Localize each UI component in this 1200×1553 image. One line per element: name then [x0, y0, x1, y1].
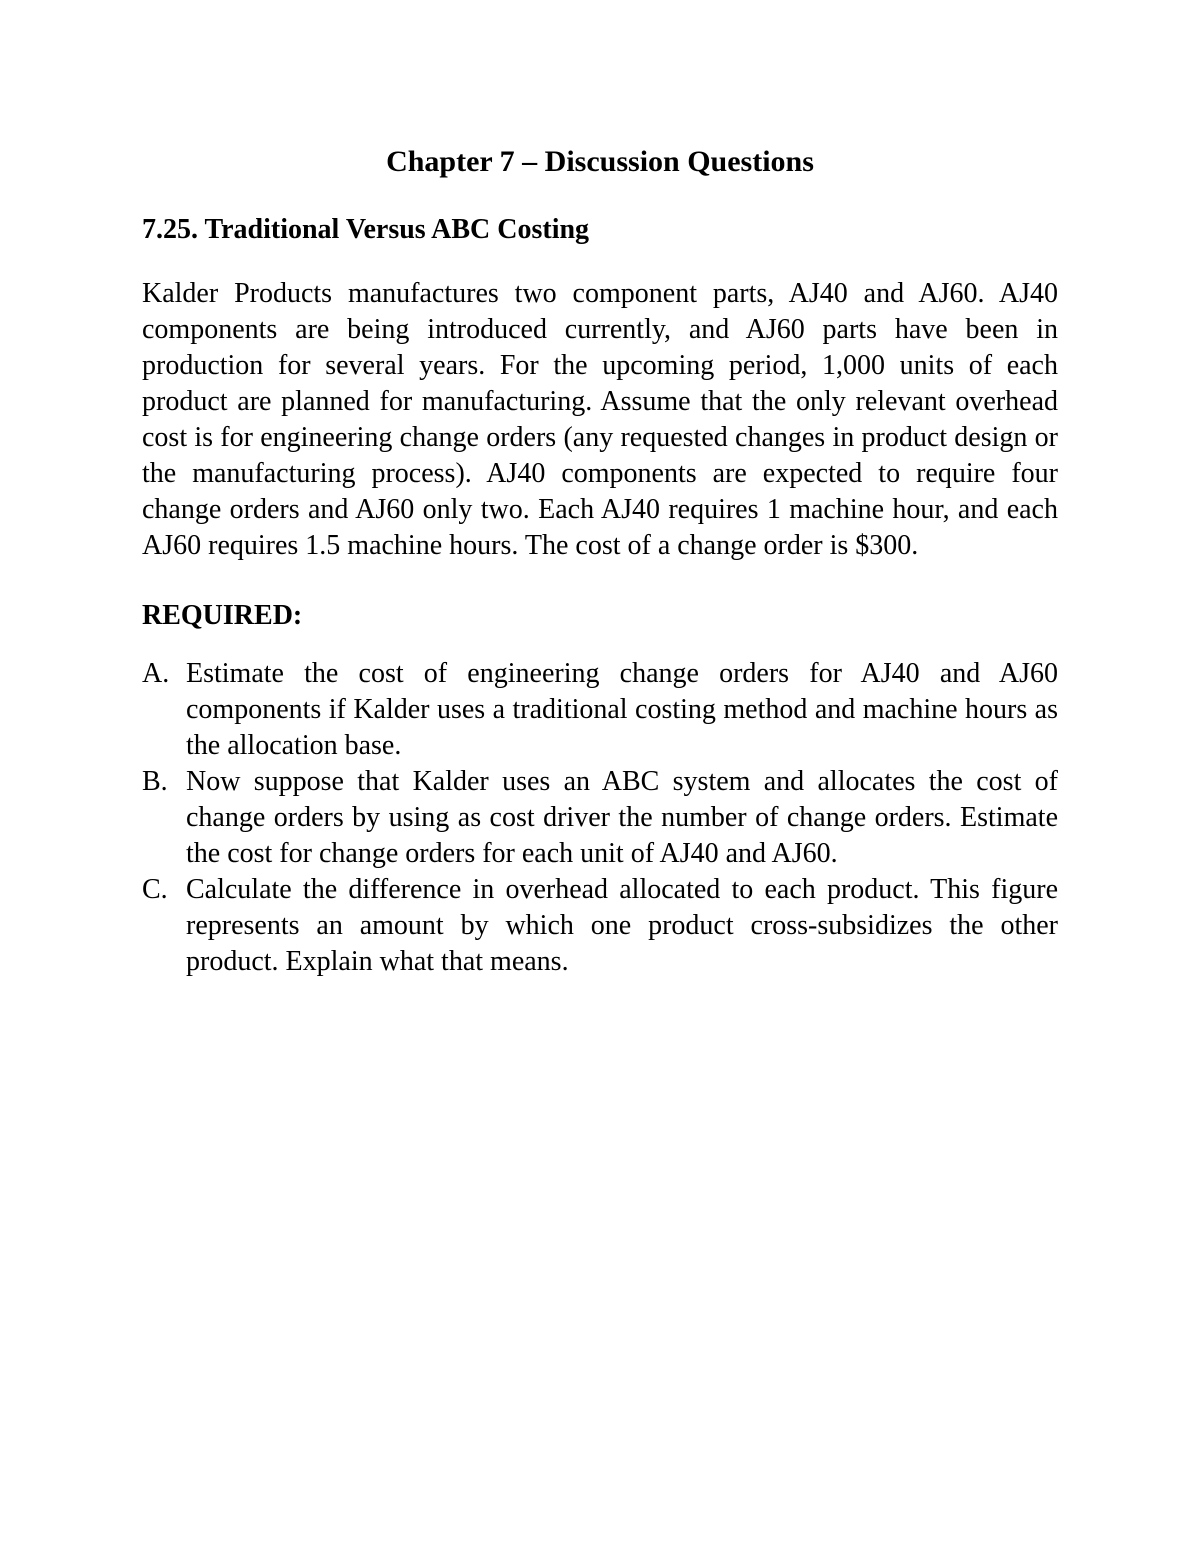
requirement-text: Estimate the cost of engineering change orders for AJ40 and AJ60 components if Kalder uses a traditional costing method and machine hours as the allocation base.	[186, 658, 1058, 761]
requirements-list	[142, 656, 1058, 980]
required-heading: REQUIRED:	[142, 600, 303, 631]
document-page	[142, 140, 1058, 980]
requirement-item-c	[142, 872, 1058, 980]
requirement-marker: C.	[142, 874, 168, 905]
requirement-text: Now suppose that Kalder uses an ABC system and allocates the cost of change orders by using as cost driver the number of change orders. Estimate the cost for change orders for each unit of AJ40 and AJ60.	[186, 766, 1058, 869]
requirement-item-a	[142, 656, 1058, 764]
requirement-item-b	[142, 764, 1058, 872]
page-title: Chapter 7 – Discussion Questions	[386, 145, 814, 178]
requirement-text: Calculate the difference in overhead allocated to each product. This figure represents an amount by which one product cross-subsidizes the other product. Explain what that means.	[186, 874, 1058, 977]
section-heading: 7.25. Traditional Versus ABC Costing	[142, 214, 590, 245]
requirement-marker: A.	[142, 658, 170, 689]
problem-paragraph: Kalder Products manufactures two component parts, AJ40 and AJ60. AJ40 components are being introduced currently, and AJ60 parts have been in production for several years. For the upcoming period, 1,000 units of each product are planned for manufacturing. Assume that the only relevant overhead cost is for engineering change orders (any requested changes in product design or the manufacturing process). AJ40 components are expected to require four change orders and AJ60 only two. Each AJ40 requires 1 machine hour, and each AJ60 requires 1.5 machine hours. The cost of a change order is $300.	[142, 278, 1058, 561]
requirement-marker: B.	[142, 766, 168, 797]
